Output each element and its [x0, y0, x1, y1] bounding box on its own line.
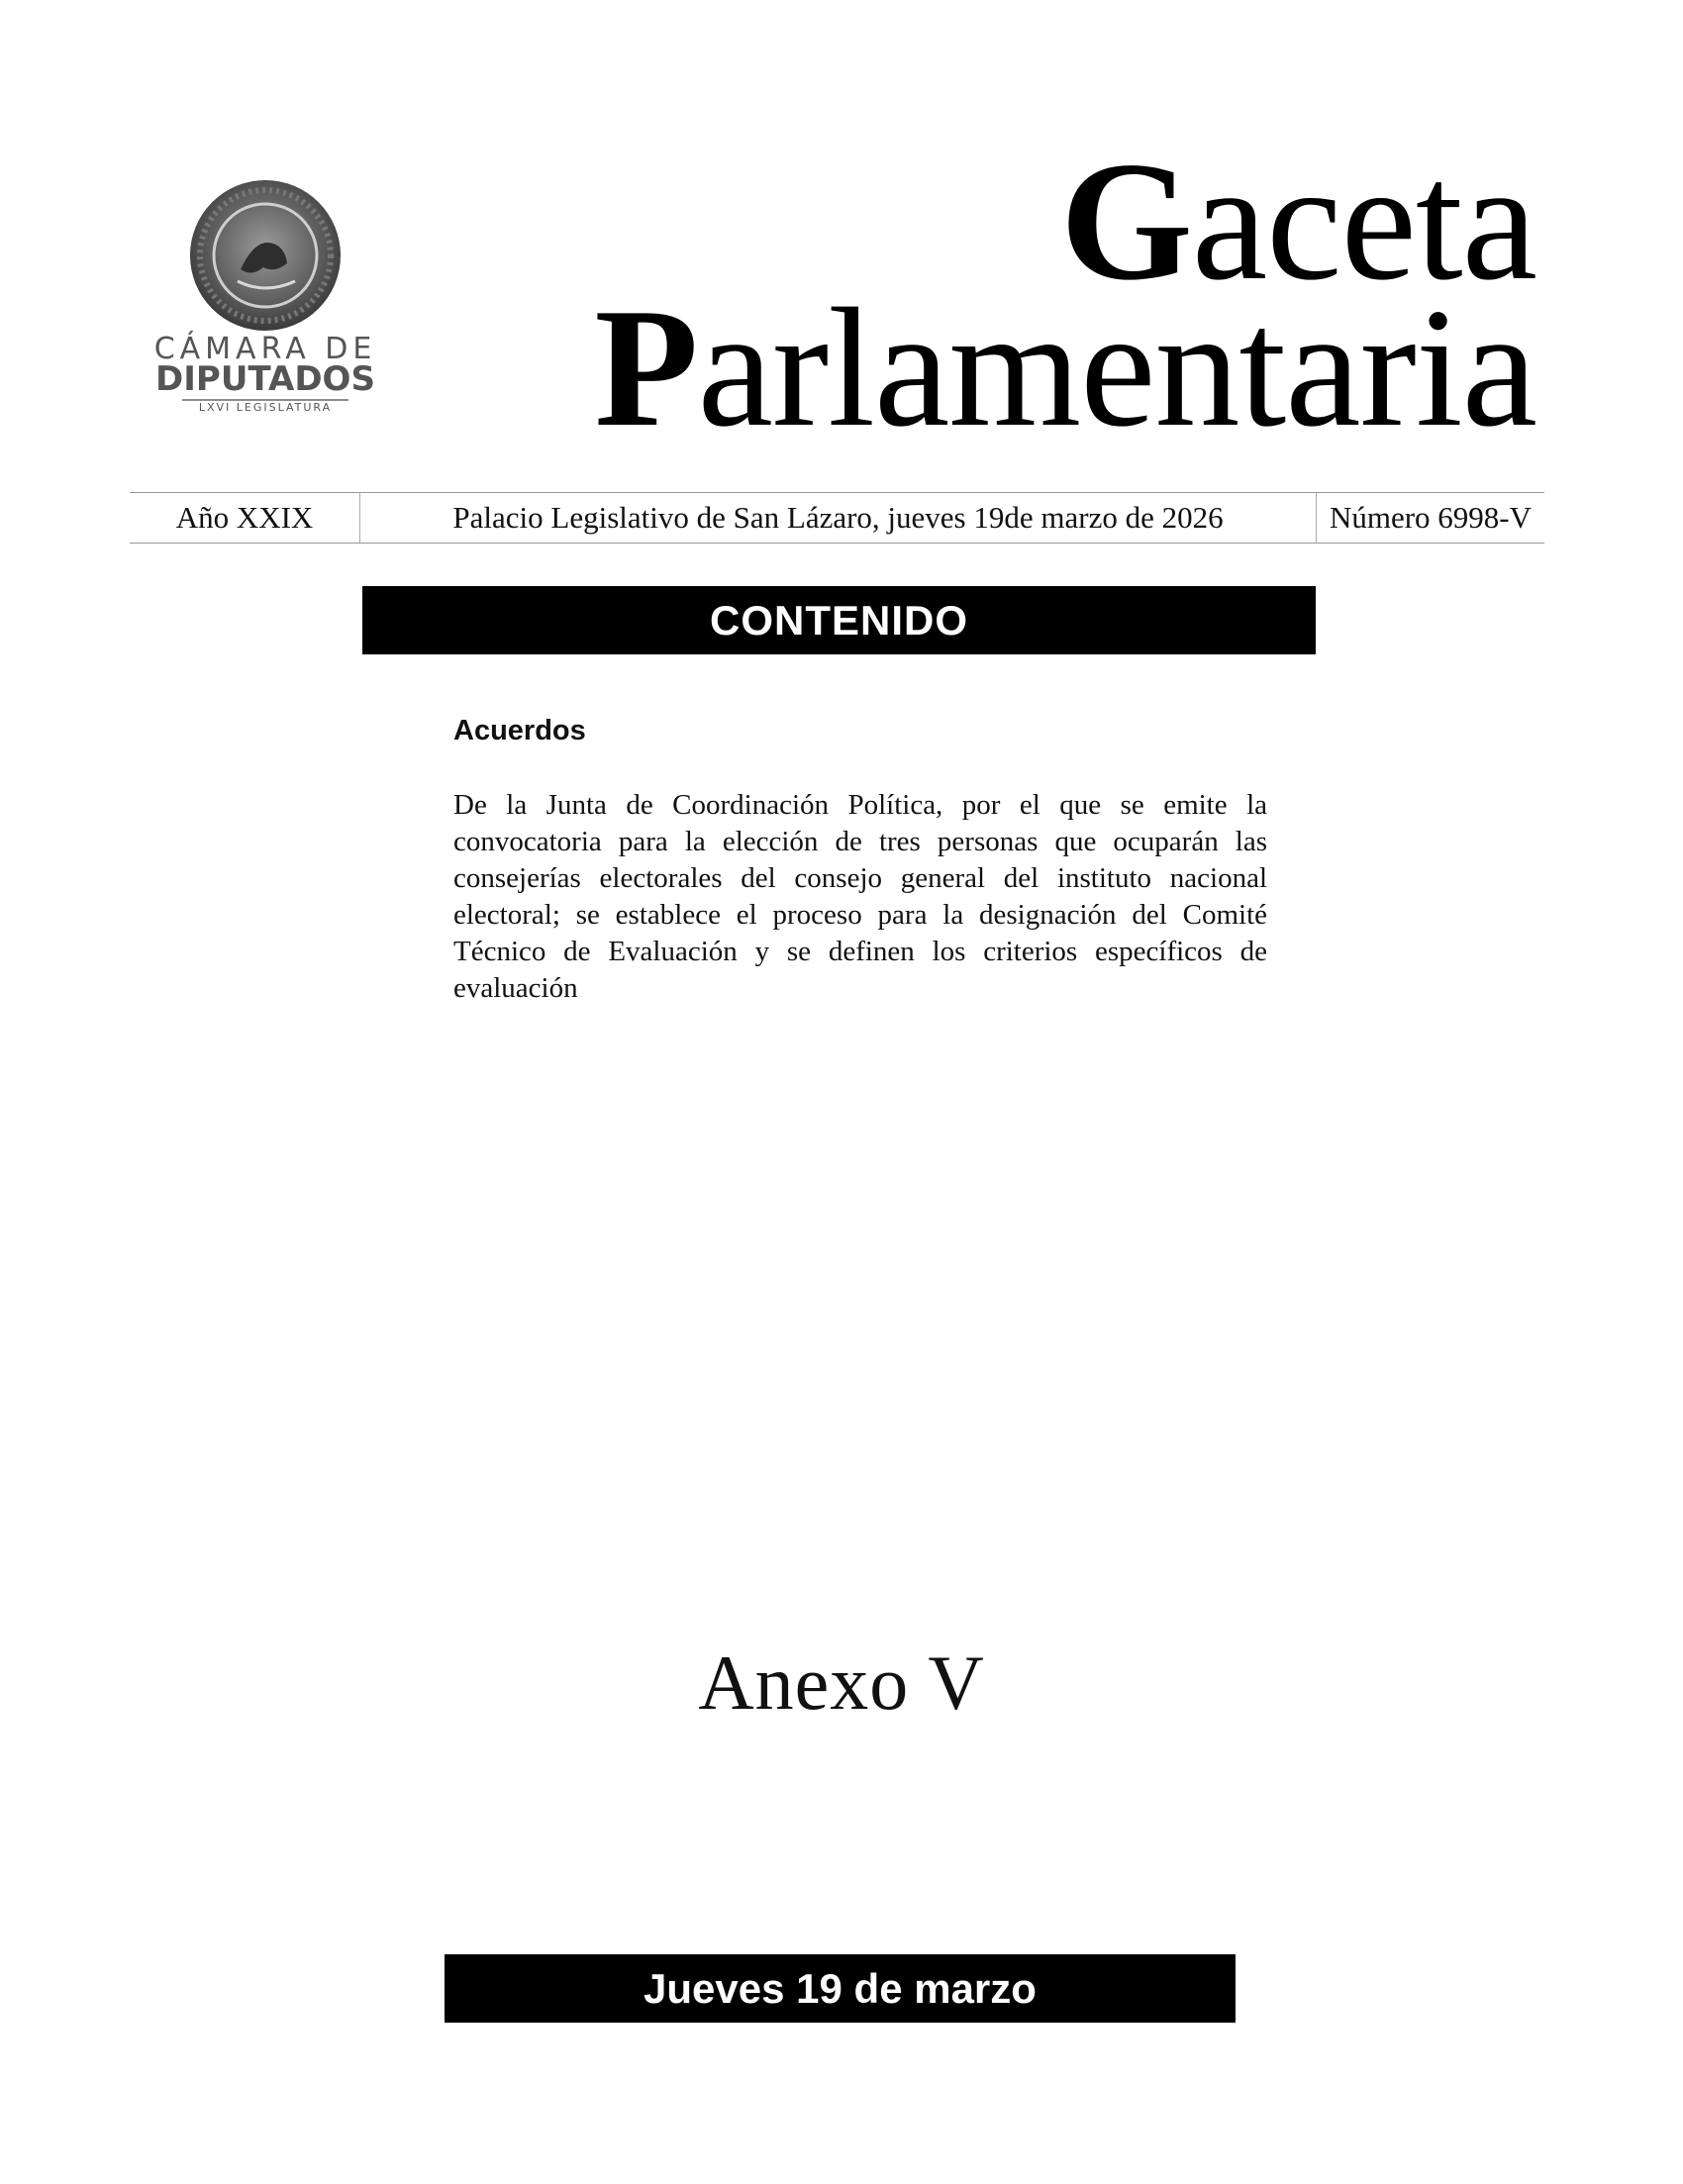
masthead-line-2: Parlamentaria	[594, 274, 1536, 462]
annex-title: Anexo V	[698, 1639, 985, 1726]
gazette-masthead	[594, 128, 1537, 462]
masthead-line-1: Gaceta	[1060, 128, 1536, 316]
svg-text:DIPUTADOS: DIPUTADOS	[155, 359, 375, 399]
svg-text:CÁMARA DE: CÁMARA DE	[153, 332, 377, 366]
footer-date-banner: Jueves 19 de marzo	[445, 1954, 1236, 2023]
agreement-summary: De la Junta de Coordinación Política, por el que se emite la convocatoria para la elección de tres personas que ocuparán las consejerías electorales del consejo general del instituto nacional electoral; se establece el proceso para la designación del Comité Técnico de Evaluación y se definen los criterios específicos de evaluación	[453, 789, 1267, 1004]
camara-de-diputados-logo	[147, 178, 384, 416]
issue-place-date: Palacio Legislativo de San Lázaro, jueves 19de marzo de 2026	[360, 493, 1317, 543]
section-heading: Acuerdos	[453, 715, 586, 746]
issue-info-bar	[130, 492, 1544, 544]
contents-heading: CONTENIDO	[362, 586, 1316, 654]
issue-number: Número 6998-V	[1329, 500, 1533, 535]
issue-year: Año XXIX	[130, 493, 360, 543]
svg-text:LXVI LEGISLATURA: LXVI LEGISLATURA	[198, 401, 333, 414]
